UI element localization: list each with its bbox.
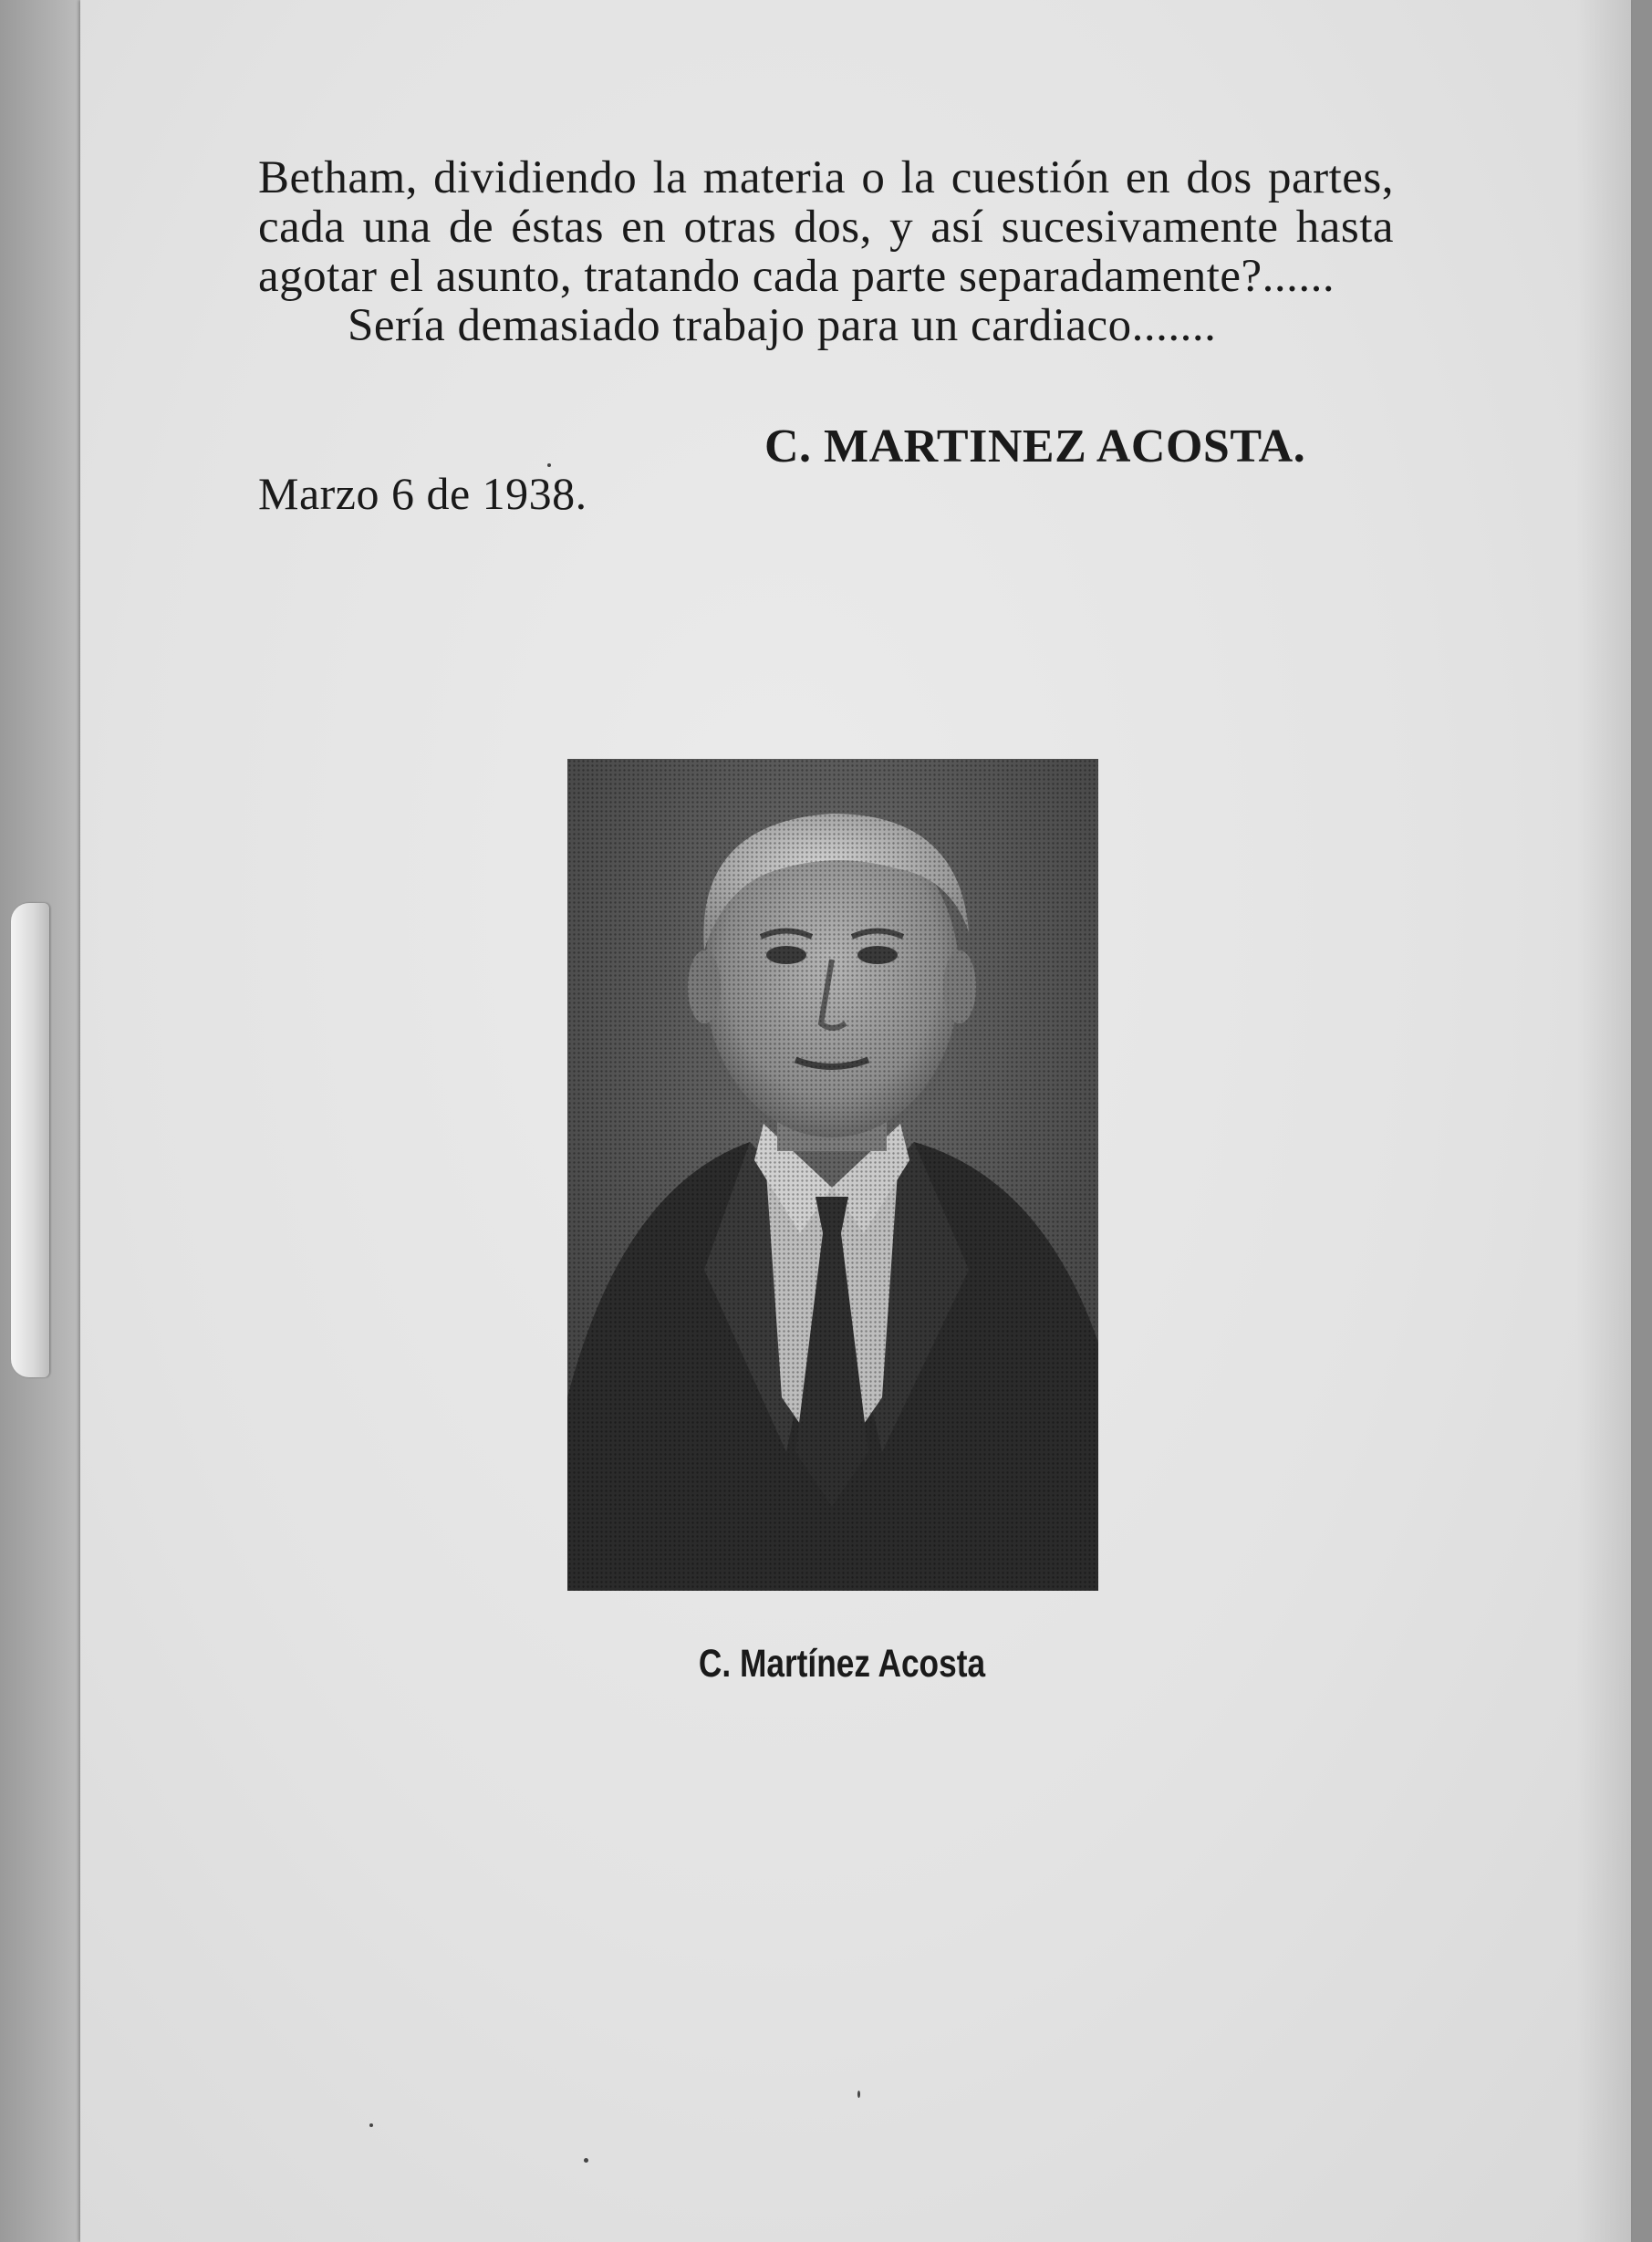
dust-speck [547, 463, 551, 467]
dust-speck [369, 2123, 373, 2127]
paragraph-1: Betham, dividiendo la materia o la cuestión en dos partes, cada una de éstas en otras dos, y así sucesivamente hasta agotar el asunto, tratando cada parte separadamente?...... [258, 152, 1394, 302]
dust-speck [857, 2091, 860, 2098]
author-portrait-photo [567, 759, 1098, 1591]
binding-ribbon [11, 903, 49, 1377]
author-signature: C. MARTINEZ ACOSTA. [764, 420, 1306, 472]
photo-caption: C. Martínez Acosta [698, 1642, 986, 1686]
document-date: Marzo 6 de 1938. [258, 468, 587, 519]
body-text [258, 153, 1394, 350]
page-shadow [1576, 0, 1631, 2242]
paragraph-2: Sería demasiado trabajo para un cardiaco....... [348, 300, 1217, 351]
dust-speck [584, 2158, 588, 2163]
